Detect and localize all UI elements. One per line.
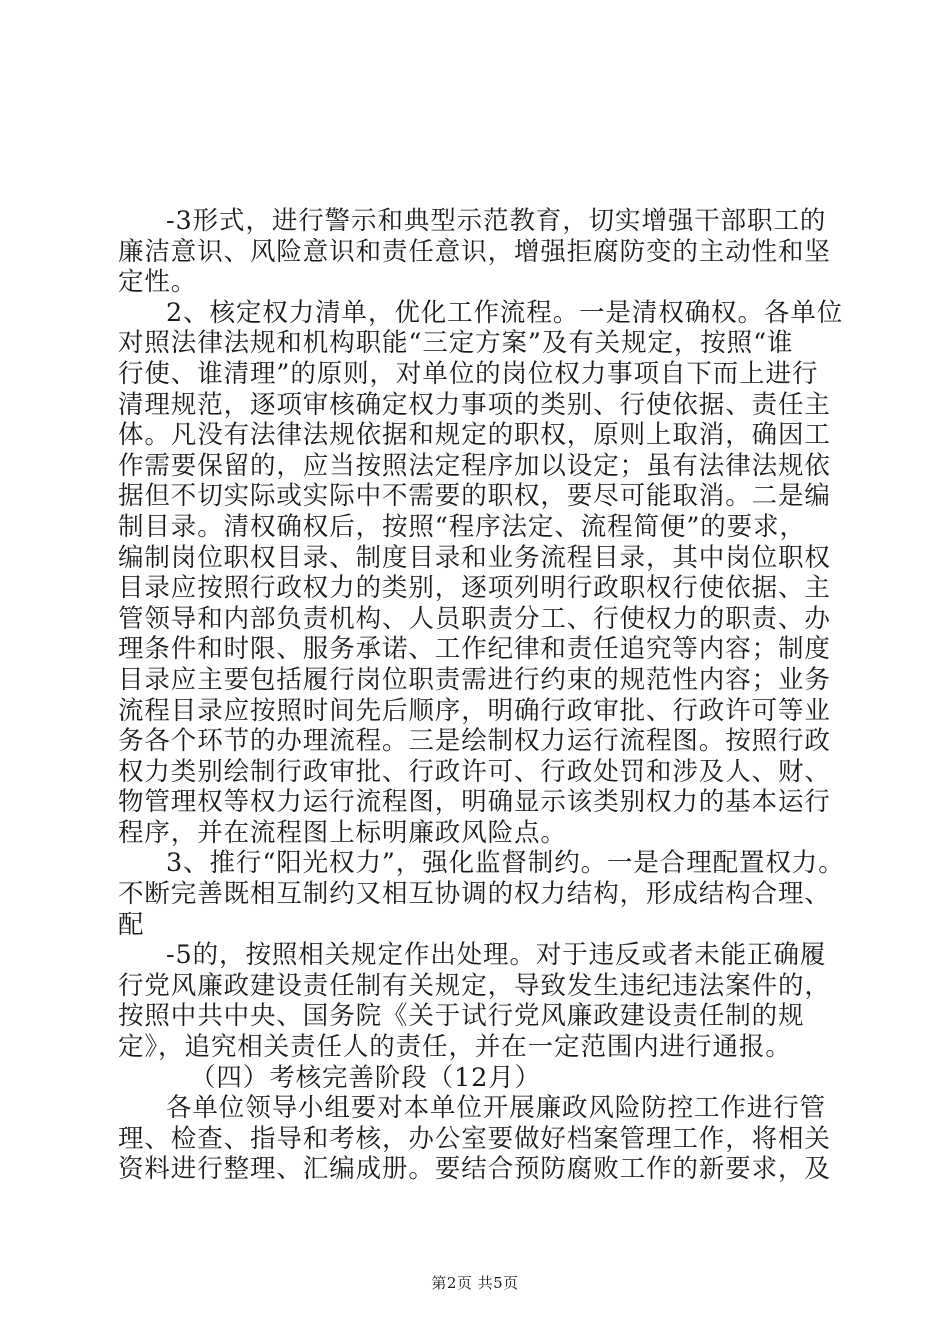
text-line: 清理规范，逐项审核确定权力事项的类别、行使依据、责任主 bbox=[118, 389, 831, 420]
text-line: 定》，追究相关责任人的责任，并在一定范围内进行通报。 bbox=[118, 1032, 792, 1063]
text-line: 2、核定权力清单，优化工作流程。一是清权确权。各单位 bbox=[166, 297, 844, 328]
text-line: 制目录。清权确权后，按照“程序法定、流程简便”的要求， bbox=[118, 511, 806, 542]
text-line: 对照法律法规和机构职能“三定方案”及有关规定，按照“谁 bbox=[118, 328, 794, 359]
text-line: 管领导和内部负责机构、人员职责分工、行使权力的职责、办 bbox=[118, 603, 831, 634]
text-line: 资料进行整理、汇编成册。要结合预防腐败工作的新要求，及 bbox=[118, 1154, 831, 1185]
text-line: 理条件和时限、服务承诺、工作纪律和责任追究等内容；制度 bbox=[118, 634, 831, 665]
text-line: 行使、谁清理”的原则，对单位的岗位权力事项自下而上进行 bbox=[118, 358, 819, 389]
section-heading: （四）考核完善阶段（12月） bbox=[190, 1062, 542, 1093]
text-line: 目录应按照行政权力的类别，逐项列明行政职权行使依据、主 bbox=[118, 573, 831, 604]
text-line: 廉洁意识、风险意识和责任意识，增强拒腐防变的主动性和坚 bbox=[118, 236, 831, 267]
text-line: 不断完善既相互制约又相互协调的权力结构，形成结构合理、 bbox=[118, 879, 831, 910]
text-line: 务各个环节的办理流程。三是绘制权力运行流程图。按照行政 bbox=[118, 726, 831, 757]
text-line: -5的，按照相关规定作出处理。对于违反或者未能正确履 bbox=[166, 940, 827, 971]
text-line: 按照中共中央、国务院《关于试行党风廉政建设责任制的规 bbox=[118, 1001, 805, 1032]
text-line: -3形式，进行警示和典型示范教育，切实增强干部职工的 bbox=[166, 206, 827, 236]
text-line: 行党风廉政建设责任制有关规定，导致发生违纪违法案件的， bbox=[118, 970, 831, 1001]
text-line: 目录应主要包括履行岗位职责需进行约束的规范性内容；业务 bbox=[118, 664, 831, 695]
document-body bbox=[118, 206, 845, 1185]
text-line: 编制岗位职权目录、制度目录和业务流程目录，其中岗位职权 bbox=[118, 542, 831, 573]
text-line: 据但不切实际或实际中不需要的职权，要尽可能取消。二是编 bbox=[118, 481, 831, 512]
text-line: 物管理权等权力运行流程图，明确显示该类别权力的基本运行 bbox=[118, 787, 831, 818]
text-line: 定性。 bbox=[118, 267, 198, 298]
text-line: 配 bbox=[118, 909, 145, 940]
page-footer: 第2页 共5页 bbox=[431, 1274, 519, 1292]
text-line: 理、检查、指导和考核，办公室要做好档案管理工作，将相关 bbox=[118, 1123, 831, 1154]
text-line: 程序，并在流程图上标明廉政风险点。 bbox=[118, 817, 567, 848]
text-line: 各单位领导小组要对本单位开展廉政风险防控工作进行管 bbox=[166, 1093, 827, 1124]
text-line: 体。凡没有法律法规依据和规定的职权，原则上取消，确因工 bbox=[118, 420, 831, 451]
text-line: 流程目录应按照时间先后顺序，明确行政审批、行政许可等业 bbox=[118, 695, 831, 726]
text-line: 权力类别绘制行政审批、行政许可、行政处罚和涉及人、财、 bbox=[118, 756, 831, 787]
text-line: 作需要保留的，应当按照法定程序加以设定；虽有法律法规依 bbox=[118, 450, 831, 481]
text-line: 3、推行“阳光权力”，强化监督制约。一是合理配置权力。 bbox=[166, 848, 845, 879]
